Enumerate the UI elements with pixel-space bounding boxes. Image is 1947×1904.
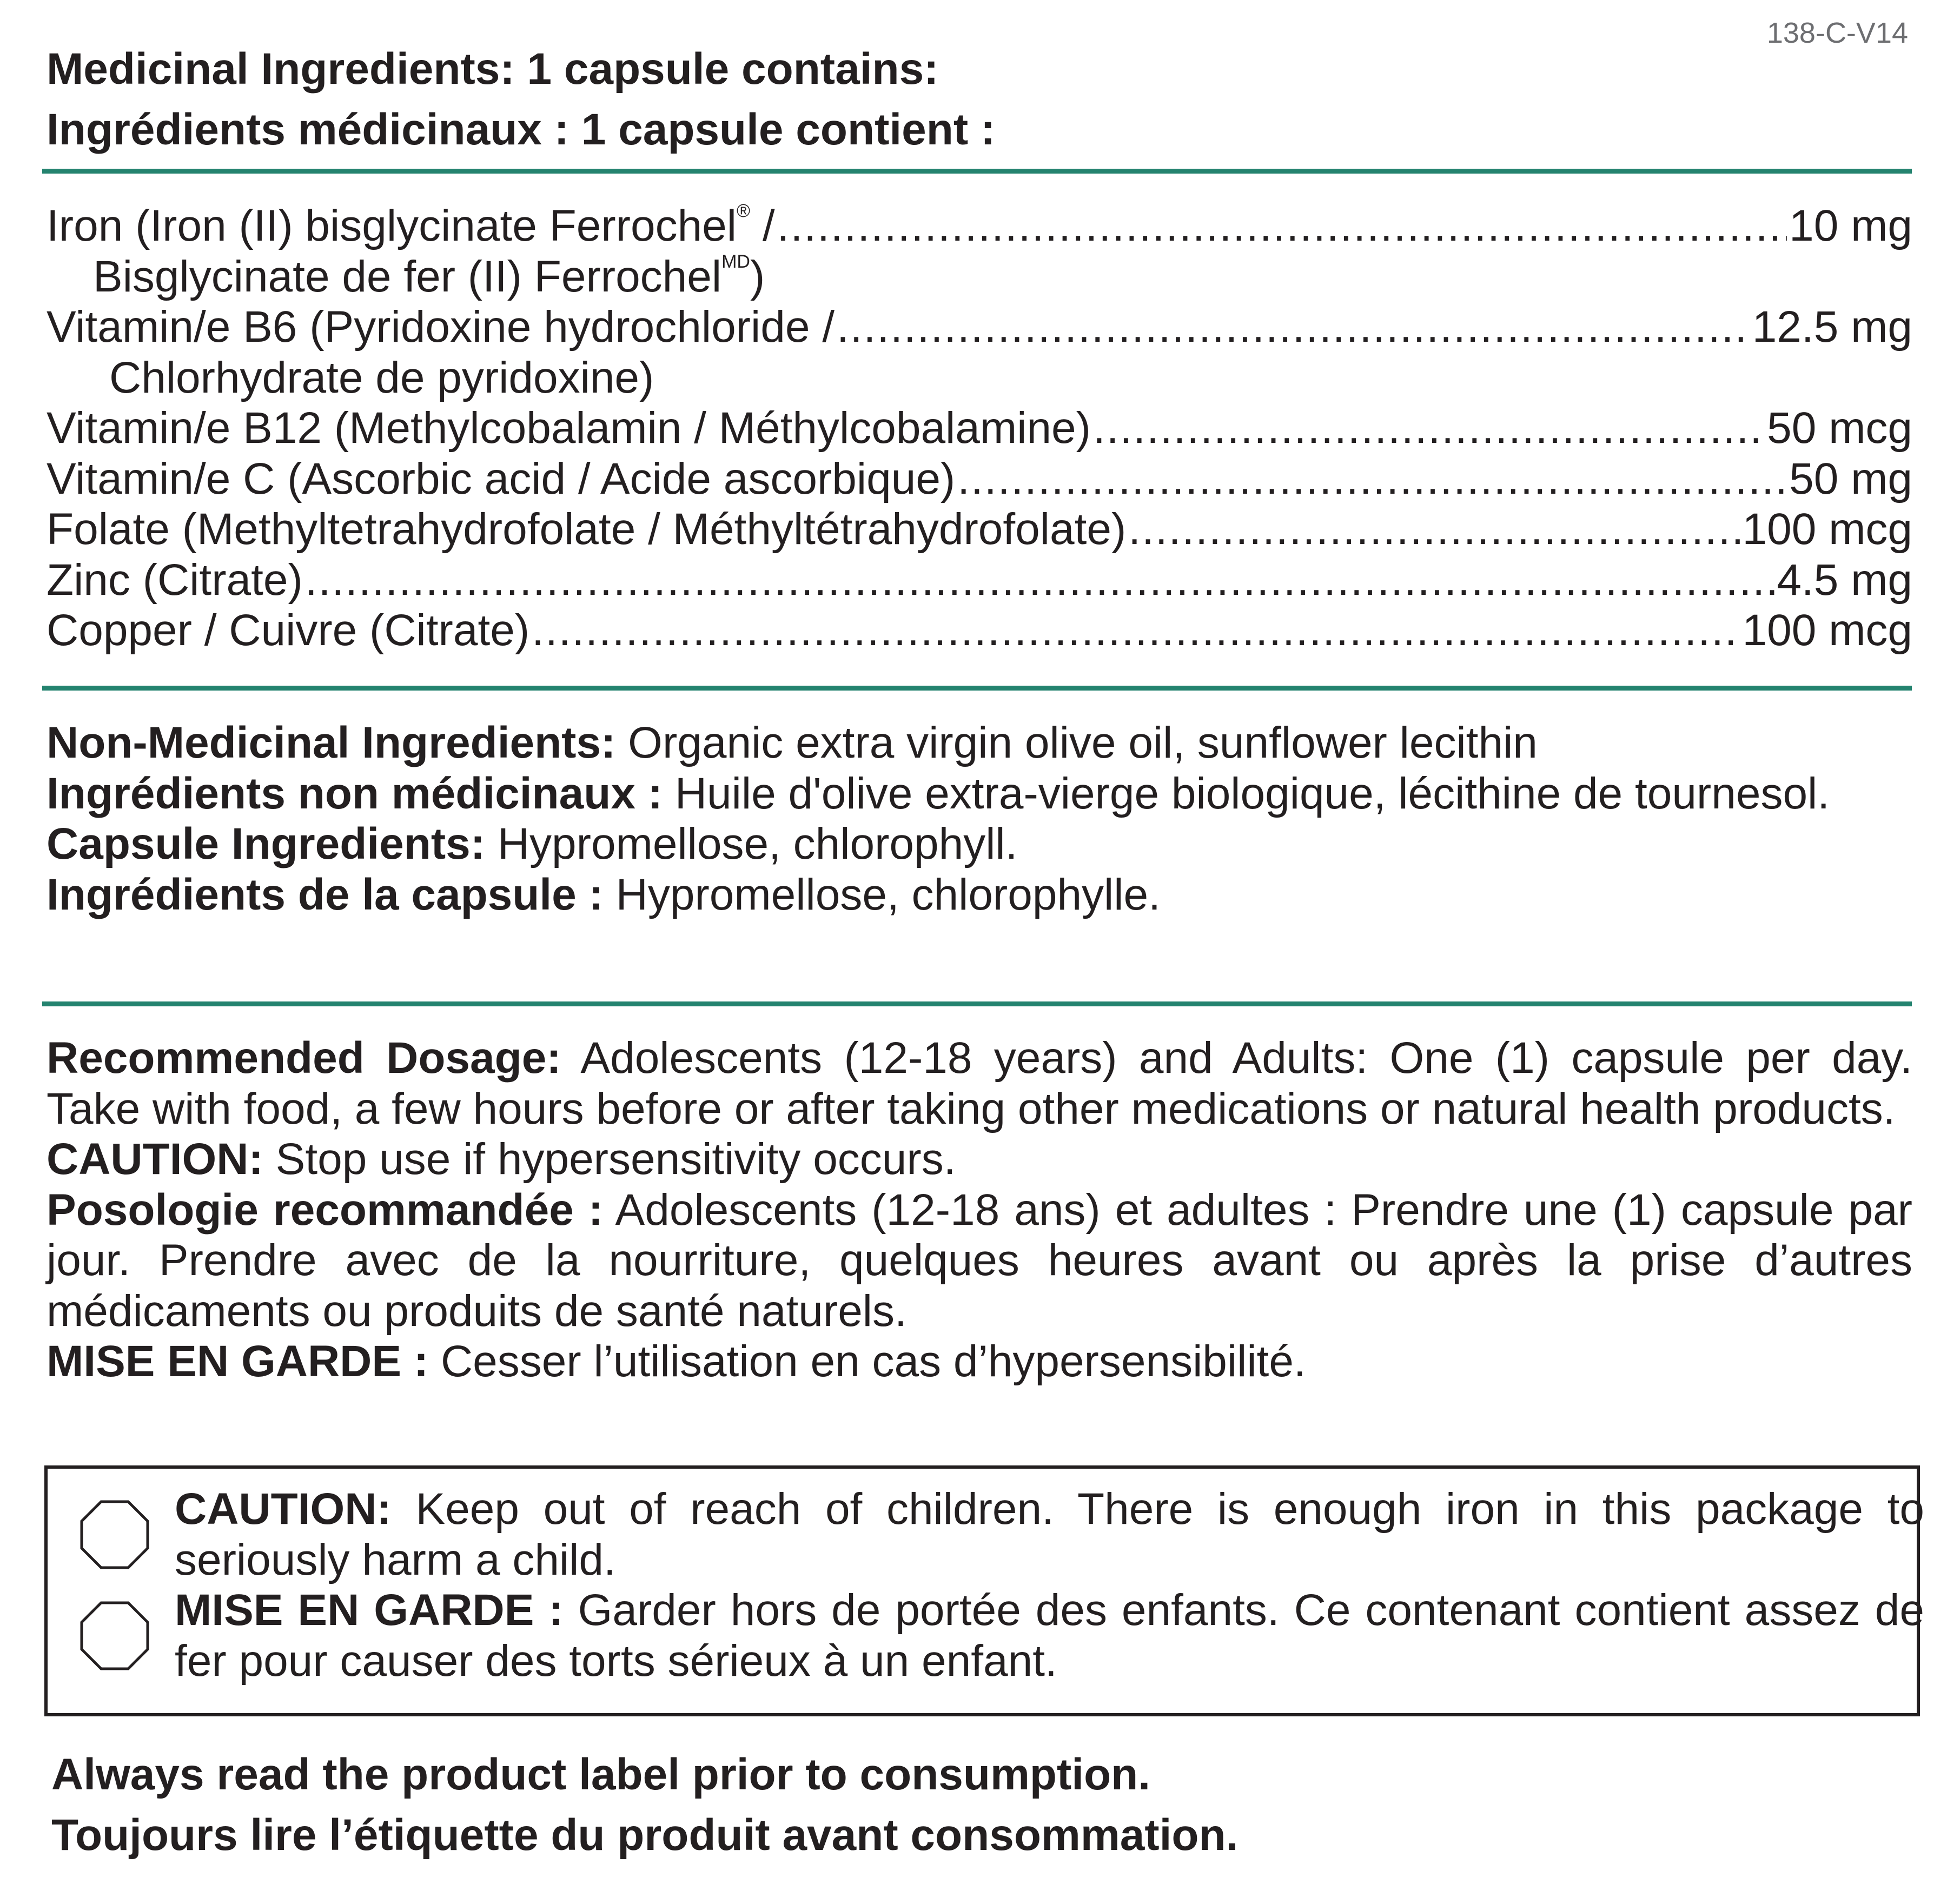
ingredient-name: Zinc (Citrate) (47, 555, 303, 605)
ingredient-name: Folate (Methyltetrahydrofolate / Méthyltétrahydrofolate) (47, 505, 1127, 554)
capsule-ingredients-en (47, 819, 1912, 870)
caution-fr-text: Cesser l’utilisation en cas d’hypersensibilité. (428, 1337, 1306, 1386)
header-line-en: Medicinal Ingredients: 1 capsule contains: (47, 44, 939, 94)
caution-fr-label: MISE EN GARDE : (47, 1337, 429, 1386)
non-medicinal-fr-text: Huile d'olive extra-vierge biologique, lécithine de tournesol. (663, 768, 1830, 818)
ingredient-row-b6 (47, 302, 1912, 353)
capsule-en-text: Hypromellose, chlorophyll. (485, 819, 1018, 868)
ingredient-list (47, 201, 1912, 656)
ingredient-amount: 50 mg (1789, 454, 1912, 503)
octagon-warning-icon (79, 1600, 150, 1671)
ingredient-amount: 12.5 mg (1752, 302, 1912, 351)
medicinal-ingredients-header (47, 39, 1918, 160)
ingredient-amount: 50 mcg (1767, 403, 1912, 453)
child-warning-en-label: CAUTION: (175, 1484, 392, 1534)
dosage-fr-text: Adolescents (12-18 ans) et adultes : Prendre une (1) capsule par jour. Prendre avec de la nourriture, quelques heures avant ou après la prise d’autres médicaments ou produits de santé naturels. (47, 1185, 1912, 1336)
ingredient-row-c (47, 454, 1912, 505)
ingredient-amount: 10 mg (1789, 201, 1912, 250)
caution-fr (47, 1336, 1912, 1387)
footer-line-fr: Toujours lire l’étiquette du produit avant consommation. (51, 1810, 1239, 1860)
dosage-en-label: Recommended Dosage: (47, 1033, 561, 1083)
dot-leader (532, 605, 1740, 656)
ingredient-name: Vitamin/e B6 (Pyridoxine hydrochloride / (47, 302, 835, 351)
ingredient-subname (47, 251, 1912, 302)
ingredient-row-b12 (47, 403, 1912, 454)
child-warning-fr-text: Garder hors de portée des enfants. Ce contenant contient assez de fer pour causer des torts sérieux à un enfant. (175, 1585, 1924, 1686)
md-mark: MD (721, 251, 750, 272)
ingredient-name-tail: / (750, 201, 775, 250)
footer-notice (51, 1744, 1923, 1866)
dosage-en-text: Adolescents (12-18 years) and Adults: One (1) capsule per day. Take with food, a few hours before or after taking other medications or natural health products. (47, 1033, 1912, 1133)
ingredient-name: Copper / Cuivre (Citrate) (47, 606, 530, 655)
ingredient-row-iron (47, 201, 1912, 251)
dosage-fr (47, 1185, 1912, 1337)
capsule-ingredients-fr (47, 870, 1912, 920)
capsule-fr-text: Hypromellose, chlorophylle. (603, 870, 1161, 919)
child-warning-fr (175, 1585, 1924, 1686)
ingredient-name: Vitamin/e C (Ascorbic acid / Acide ascorbique) (47, 454, 956, 503)
label-code: 138-C-V14 (1766, 17, 1908, 49)
caution-en (47, 1134, 1912, 1185)
dosage-section (47, 1033, 1912, 1387)
non-medicinal-fr (47, 768, 1912, 819)
ingredient-name: Iron (Iron (II) bisglycinate Ferrochel (47, 201, 737, 250)
ingredient-amount: 100 mcg (1742, 606, 1912, 655)
ingredient-name: Vitamin/e B12 (Methylcobalamin / Méthylcobalamine) (47, 403, 1091, 453)
dot-leader (777, 201, 1787, 251)
ingredient-amount: 4.5 mg (1777, 555, 1912, 605)
ingredient-row-folate (47, 504, 1912, 555)
footer-line-en: Always read the product label prior to consumption. (51, 1750, 1151, 1799)
dot-leader (957, 454, 1787, 505)
non-medicinal-en-label: Non-Medicinal Ingredients: (47, 718, 616, 767)
dot-leader (1128, 504, 1740, 555)
ingredient-row-zinc (47, 555, 1912, 606)
non-medicinal-section (47, 718, 1912, 920)
ingredient-subname: Chlorhydrate de pyridoxine) (109, 353, 654, 402)
child-warning-box (44, 1465, 1924, 1716)
ingredient-subname-tail: ) (750, 251, 765, 301)
dot-leader (1093, 403, 1765, 454)
capsule-fr-label: Ingrédients de la capsule : (47, 870, 604, 919)
header-line-fr: Ingrédients médicinaux : 1 capsule contient : (47, 105, 996, 154)
dot-leader (837, 302, 1750, 353)
child-warning-en-text: Keep out of reach of children. There is enough iron in this package to seriously harm a child. (175, 1484, 1924, 1584)
dosage-en (47, 1033, 1912, 1134)
non-medicinal-en-text: Organic extra virgin olive oil, sunflower lecithin (615, 718, 1538, 767)
ingredient-subname-text: Bisglycinate de fer (II) Ferrochel (93, 251, 722, 301)
ingredient-amount: 100 mcg (1742, 505, 1912, 554)
caution-en-label: CAUTION: (47, 1135, 263, 1184)
child-warning-fr-label: MISE EN GARDE : (175, 1585, 564, 1635)
divider-rule (42, 686, 1912, 691)
divider-rule (42, 1001, 1912, 1006)
octagon-warning-icon (79, 1499, 150, 1570)
non-medicinal-fr-label: Ingrédients non médicinaux : (47, 768, 663, 818)
capsule-en-label: Capsule Ingredients: (47, 819, 486, 868)
dot-leader (305, 555, 1774, 606)
non-medicinal-en (47, 718, 1912, 768)
divider-rule (42, 169, 1912, 174)
ingredient-row-copper (47, 605, 1912, 656)
child-warning-en (175, 1484, 1924, 1585)
dosage-fr-label: Posologie recommandée : (47, 1185, 604, 1235)
registered-mark: ® (737, 201, 751, 221)
caution-en-text: Stop use if hypersensitivity occurs. (263, 1135, 956, 1184)
